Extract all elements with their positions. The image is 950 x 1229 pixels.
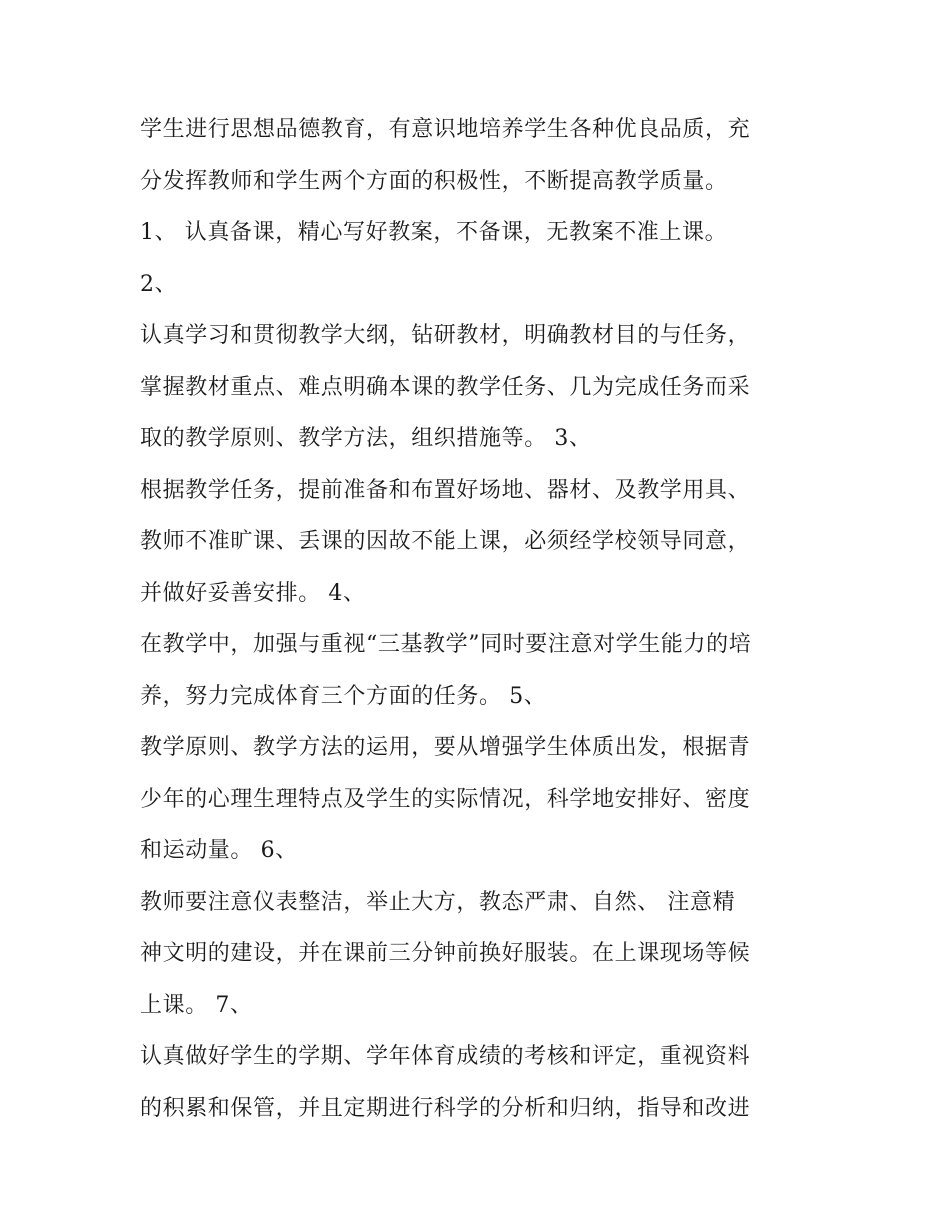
text-line: 学生进行思想品德教育，有意识地培养学生各种优良品质，充 bbox=[140, 117, 751, 142]
text-line: 养，努力完成体育三个方面的任务。 5、 bbox=[140, 683, 547, 709]
text-line: 在教学中，加强与重视“三基教学”同时要注意对学生能力的培 bbox=[140, 632, 752, 657]
text-line: 根据教学任务，提前准备和布置好场地、器材、及教学用具、 bbox=[140, 477, 751, 503]
text-line: 分发挥教师和学生两个方面的积极性，不断提高教学质量。 bbox=[140, 168, 728, 194]
body-text bbox=[140, 104, 820, 1134]
text-line: 和运动量。 6、 bbox=[140, 838, 298, 863]
text-line: 掌握教材重点、难点明确本课的教学任务、几为完成任务而采 bbox=[140, 374, 751, 400]
text-line: 认真做好学生的学期、学年体育成绩的考核和评定，重视资料 bbox=[140, 1044, 751, 1069]
text-line: 教学原则、教学方法的运用，要从增强学生体质出发，根据青 bbox=[140, 735, 751, 760]
text-line: 的积累和保管，并且定期进行科学的分析和归纳，指导和改进 bbox=[140, 1095, 751, 1121]
text-line: 认真学习和贯彻教学大纲，钻研教材，明确教材目的与任务， bbox=[140, 323, 751, 348]
text-line: 取的教学原则、教学方法，组织措施等。 3、 bbox=[140, 426, 592, 451]
text-line: 1、 认真备课，精心写好教案，不备课，无教案不准上课。 bbox=[140, 220, 728, 245]
text-line: 并做好妥善安排。 4、 bbox=[140, 580, 366, 606]
text-line: 神文明的建设，并在课前三分钟前换好服装。在上课现场等候 bbox=[140, 941, 751, 966]
text-line: 2、 bbox=[140, 271, 178, 297]
text-line: 教师要注意仪表整洁，举止大方，教态严肃、自然、 注意精 bbox=[140, 889, 736, 915]
text-line: 上课。 7、 bbox=[140, 992, 253, 1018]
text-line: 少年的心理生理特点及学生的实际情况，科学地安排好、密度 bbox=[140, 786, 751, 812]
text-line: 教师不准旷课、丢课的因故不能上课，必须经学校领导同意， bbox=[140, 529, 751, 554]
